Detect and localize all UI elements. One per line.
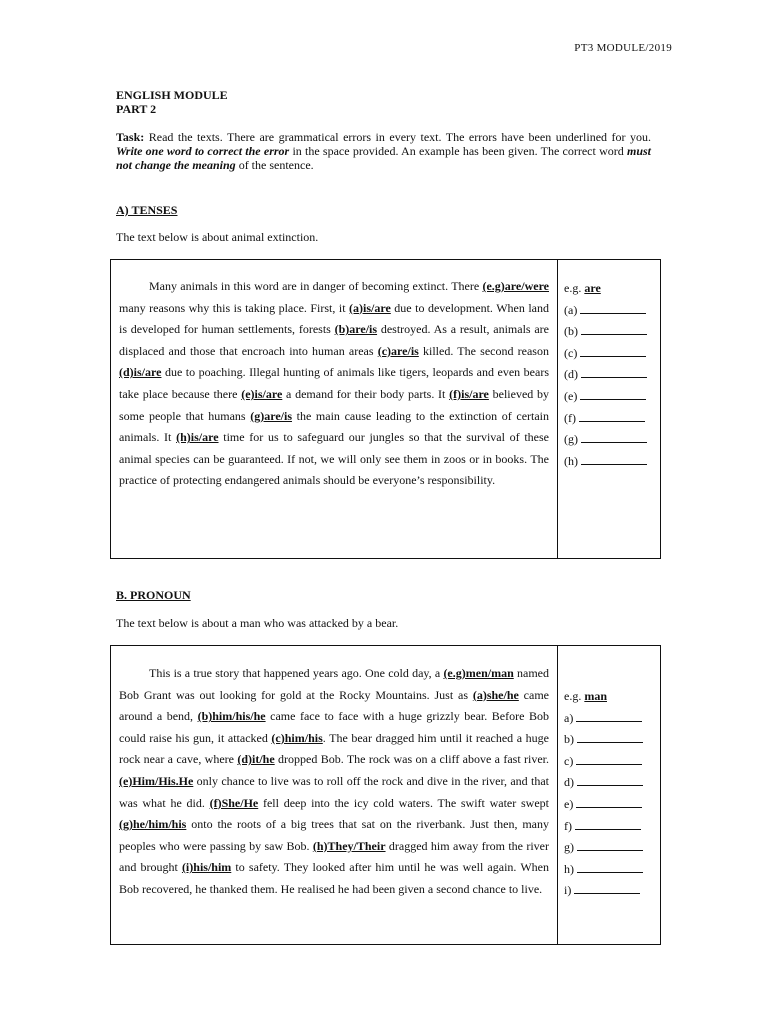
passage-text: destroyed. As a result, animals are displaced and those that encroach into human areas — [119, 322, 549, 358]
answer-label: (b) — [564, 324, 578, 339]
answer-blank[interactable] — [576, 711, 642, 722]
section-b-example: e.g. man — [564, 689, 607, 703]
module-code: PT3 MODULE/2019 — [574, 42, 672, 54]
answer-row — [564, 408, 660, 430]
task-sentence-1: Read the texts. There are grammatical errors in every text. The errors have been underlined for you. — [144, 130, 651, 144]
answer-row — [564, 364, 660, 386]
underlined-error: (f)She/He — [209, 795, 259, 810]
underlined-error: (c)him/his — [271, 730, 323, 745]
answer-blank[interactable] — [576, 797, 642, 808]
task-sentence-2: in the space provided. An example has been given. The correct word — [289, 144, 627, 158]
underlined-error: (a)she/he — [472, 687, 519, 702]
underlined-error: (a)is/are — [349, 300, 391, 315]
underlined-error: (e.g)men/man — [443, 666, 514, 680]
title-line-2: PART 2 — [116, 102, 157, 116]
answer-label: (a) — [564, 302, 578, 317]
answer-blank[interactable] — [577, 862, 643, 873]
answer-row — [564, 429, 660, 451]
passage-text: . The bear dragged him until it reached a huge rock near a cave, where — [119, 730, 549, 767]
answer-row — [564, 837, 660, 859]
answer-blank[interactable] — [574, 883, 640, 894]
answer-row — [564, 816, 660, 838]
passage-text: onto the roots of a big trees that sat on the riverbank. Just then, many peoples who were passing by saw Bob. — [119, 817, 549, 853]
underlined-error: (g)he/him/his — [119, 817, 187, 832]
passage-text: due to development. When land is developed for human settlements, forests — [119, 300, 549, 337]
answer-row — [564, 751, 660, 773]
answer-blank[interactable] — [575, 819, 641, 830]
answer-label: d) — [564, 775, 574, 790]
passage-text: only chance to live was to roll off the rock and dive in the river, and that was what he did. — [119, 773, 549, 810]
underlined-error: (g)are/is — [250, 408, 292, 423]
answer-blank[interactable] — [577, 732, 643, 743]
underlined-error: (b)are/is — [334, 322, 378, 337]
answer-label: (f) — [564, 410, 576, 425]
section-b-passage — [111, 646, 558, 944]
underlined-error: (e.g)are/were — [482, 279, 549, 293]
section-a-example: e.g. are — [564, 281, 601, 295]
underlined-error: (e)is/are — [241, 386, 283, 401]
passage-text: dragged him away from the river and brought — [119, 838, 549, 875]
section-a-passage — [111, 260, 558, 558]
page-title — [116, 88, 228, 116]
answer-label: e) — [564, 796, 574, 811]
answer-label: h) — [564, 861, 574, 876]
answer-blank[interactable] — [577, 840, 643, 851]
passage-text: the main cause leading to the extinction of certain animals. It — [119, 408, 550, 445]
section-b-exercise-box — [110, 645, 661, 945]
passage-text: to safety. They looked after him until he was well again. When Bob recovered, he thanked them. He realised he had been given a second chance to live. — [119, 860, 549, 896]
title-line-1: ENGLISH MODULE — [116, 88, 228, 102]
passage-text: a demand for their body parts. It — [282, 386, 450, 401]
section-a-exercise-box — [110, 259, 661, 559]
section-a-heading: A) TENSES — [116, 203, 178, 217]
passage-text: came around a bend, — [119, 687, 549, 724]
underlined-error: (b)him/his/he — [197, 709, 266, 724]
answer-row — [564, 386, 660, 408]
answer-blank[interactable] — [581, 367, 647, 378]
answer-blank[interactable] — [576, 754, 642, 765]
answer-blank[interactable] — [581, 324, 647, 335]
passage-text: time for us to safeguard our jungles so that the survival of these animal species can be guaranteed. If not, we will only see them in zoos or in books. The practice of protecting endangered animals should be everyone’s responsibility. — [119, 430, 550, 488]
passage-text: named Bob Grant was out looking for gold at the Rocky Mountains. Just as — [119, 666, 549, 702]
answer-label: (d) — [564, 367, 578, 382]
passage-text: came face to face with a huge grizzly bear. Before Bob could raise his gun, it attacked — [119, 709, 549, 745]
task-instructions — [116, 130, 651, 172]
passage-text: Many animals in this word are in danger of becoming extinct. There — [149, 279, 483, 293]
section-b-answer-column — [558, 646, 660, 944]
passage-text: many reasons why this is taking place. First, it — [119, 300, 350, 315]
task-label: Task: — [116, 130, 145, 144]
underlined-error: (d)is/are — [119, 365, 162, 380]
answer-label: (g) — [564, 432, 578, 447]
answer-row — [564, 859, 660, 881]
answer-label: g) — [564, 840, 574, 855]
answer-blank[interactable] — [577, 775, 643, 786]
answer-blank[interactable] — [580, 303, 646, 314]
answer-blank[interactable] — [581, 454, 647, 465]
section-a-answer-column — [558, 260, 660, 558]
answer-blank[interactable] — [580, 389, 646, 400]
answer-label: f) — [564, 818, 572, 833]
underlined-error: (e)Him/His.He — [119, 773, 194, 788]
section-b-heading: B. PRONOUN — [116, 588, 191, 602]
answer-label: (c) — [564, 345, 578, 360]
answer-row — [564, 794, 660, 816]
passage-text: This is a true story that happened years ago. One cold day, a — [149, 666, 444, 680]
passage-text: due to poaching. Illegal hunting of animals like tigers, leopards and even bears take place because there — [119, 365, 549, 401]
answer-row — [564, 880, 660, 902]
answer-label: (h) — [564, 453, 578, 468]
answer-label: b) — [564, 732, 574, 747]
section-a-subtitle: The text below is about animal extinction. — [116, 230, 319, 244]
underlined-error: (f)is/are — [449, 386, 489, 401]
task-italic-1: Write one word to correct the error — [116, 144, 290, 158]
passage-text: dropped Bob. The rock was on a cliff above a fast river. — [274, 752, 550, 767]
answer-row — [564, 321, 660, 343]
underlined-error: (c)are/is — [377, 343, 419, 358]
answer-blank[interactable] — [580, 346, 646, 357]
passage-text: believed by some people that humans — [119, 386, 550, 423]
answer-label: c) — [564, 753, 574, 768]
answer-row — [564, 708, 660, 730]
passage-text: fell deep into the icy cold waters. The swift water swept — [258, 795, 549, 810]
answer-label: a) — [564, 710, 574, 725]
answer-blank[interactable] — [579, 411, 645, 422]
answer-row — [564, 772, 660, 794]
underlined-error: (i)his/him — [181, 860, 232, 875]
answer-row — [564, 343, 660, 365]
passage-text: killed. The second reason — [418, 343, 549, 358]
underlined-error: (h)is/are — [176, 430, 219, 445]
task-sentence-3: of the sentence. — [235, 158, 314, 172]
section-b-subtitle: The text below is about a man who was attacked by a bear. — [116, 616, 399, 630]
underlined-error: (d)it/he — [237, 752, 275, 767]
answer-blank[interactable] — [581, 432, 647, 443]
answer-row — [564, 729, 660, 751]
answer-label: i) — [564, 883, 572, 898]
task-italic-2: must not change the meaning — [116, 144, 651, 172]
answer-row — [564, 451, 660, 473]
answer-row — [564, 300, 660, 322]
answer-label: (e) — [564, 388, 578, 403]
underlined-error: (h)They/Their — [312, 838, 386, 853]
